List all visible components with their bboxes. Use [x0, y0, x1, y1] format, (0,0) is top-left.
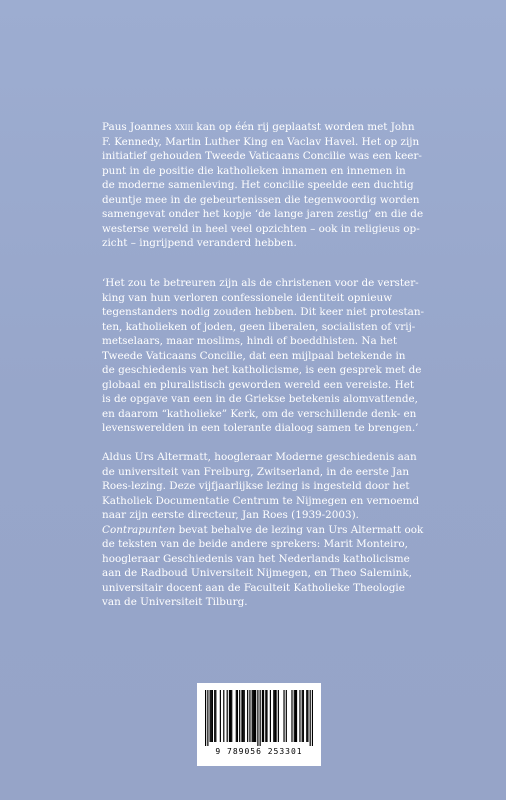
text-line: Roes-lezing. Deze vijfjaarlijkse lezing is ingesteld door het — [102, 480, 410, 492]
text-line: king van hun verloren confessionele identiteit opnieuw — [102, 291, 393, 304]
barcode-bar — [205, 690, 206, 746]
barcode-bar — [310, 690, 311, 746]
text-line: de moderne samenleving. Het concilie speelde een duchtig — [102, 179, 414, 191]
barcode-bar — [262, 690, 263, 742]
barcode-bar — [212, 690, 213, 742]
barcode-bar — [223, 690, 224, 742]
barcode-bar — [303, 690, 304, 742]
barcode-bar — [278, 690, 279, 742]
barcode-bar — [230, 690, 231, 742]
barcode-bar — [312, 690, 313, 746]
barcode-bar — [229, 690, 230, 742]
barcode-bar — [237, 690, 238, 742]
text-line: van de Universiteit Tilburg. — [102, 596, 248, 608]
text-line: tegenstanders nodig zouden hebben. Dit keer niet protestan- — [102, 306, 425, 318]
barcode-bar — [299, 690, 300, 742]
text-line: levenswerelden in een tolerante dialoog samen te brengen.’ — [102, 422, 419, 434]
barcode-bar — [211, 690, 212, 742]
barcode-bar — [227, 690, 228, 742]
barcode-bar — [220, 690, 221, 742]
text-line: ‘Het zou te betreuren zijn als de christenen voor de verster- — [102, 277, 419, 289]
barcode-bar — [306, 690, 307, 742]
barcode-bar — [294, 690, 295, 742]
barcode-bar — [254, 690, 255, 742]
barcode-bar — [255, 690, 256, 742]
text-line: aan de Radboud Universiteit Nijmegen, en Theo Salemink, — [102, 567, 412, 579]
text-line: Paus Joannes xxiii kan op één rij geplaatst worden met John — [102, 121, 415, 133]
barcode-bar — [210, 690, 211, 742]
barcode-bar — [273, 690, 274, 742]
text-line: de teksten van de beide andere sprekers: Marit Monteiro, — [102, 538, 408, 550]
barcode-bar — [252, 690, 253, 742]
barcode-bar — [270, 690, 271, 742]
text-line: ten, katholieken of joden, geen liberalen, socialisten of vrij- — [102, 320, 416, 333]
barcode-bars — [205, 690, 313, 746]
barcode-bar — [231, 690, 232, 742]
barcode-bar — [260, 690, 261, 746]
text-line: Contrapunten bevat behalve de lezing van Urs Altermatt ook — [102, 523, 424, 536]
barcode-bar — [207, 690, 208, 746]
text-line: initiatief gehouden Tweede Vaticaans Concilie was een keer- — [102, 150, 422, 162]
barcode-bar — [296, 690, 297, 742]
text-line: de geschiedenis van het katholicisme, is een gesprek met de — [102, 364, 422, 376]
barcode-bar — [302, 690, 303, 742]
text-line: naar zijn eerste directeur, Jan Roes (1939-2003). — [102, 509, 359, 521]
text-line: westerse wereld in heel veel opzichten – ook in religieus op- — [102, 222, 420, 235]
barcode-bar — [283, 690, 284, 742]
text-line: en daarom “katholieke” Kerk, om de verschillende denk- en — [102, 407, 417, 420]
text-line: punt in de positie die katholieken innamen en innemen in — [102, 164, 406, 177]
barcode-bar — [214, 690, 215, 742]
barcode-bar — [286, 690, 287, 742]
barcode-bar — [215, 690, 216, 742]
text-line: is de opgave van een in de Griekse betekenis alomvattende, — [102, 393, 418, 405]
barcode-bar — [236, 690, 237, 742]
barcode-bar — [274, 690, 275, 742]
text-line: metselaars, maar moslims, hindi of boeddhisten. Na het — [102, 335, 397, 347]
text-line: de universiteit van Freiburg, Zwitserland, in de eerste Jan — [102, 465, 410, 478]
text-line: samengevat onder het kopje ‘de lange jaren zestig’ en die de — [102, 208, 424, 220]
text-line: deuntje mee in de gebeurtenissen die tegenwoordig worden — [102, 193, 420, 206]
quote-paragraph — [102, 276, 436, 436]
barcode-bar — [295, 690, 296, 742]
barcode-bar — [307, 690, 308, 742]
text-line: globaal en pluralistisch geworden wereld een vereiste. Het — [102, 378, 415, 391]
text-line: universitair docent aan de Faculteit Katholieke Theologie — [102, 581, 405, 594]
text-line: zicht – ingrijpend veranderd hebben. — [102, 237, 297, 249]
barcode-bar — [266, 690, 267, 742]
barcode-bar — [253, 690, 254, 742]
barcode-bar — [291, 690, 292, 742]
text-line: Aldus Urs Altermatt, hoogleraar Moderne geschiedenis aan — [102, 451, 417, 463]
barcode-bar — [243, 690, 244, 742]
barcode-bar — [247, 690, 248, 742]
barcode-bar — [239, 690, 240, 742]
roman-numeral: xxiii — [174, 121, 194, 133]
barcode-number: 9 789056 253301 — [215, 747, 303, 756]
barcode — [197, 683, 321, 766]
book-title: Contrapunten — [102, 523, 176, 536]
text-line: Katholiek Documentatie Centrum te Nijmegen en vernoemd — [102, 494, 420, 507]
barcode-bar — [244, 690, 245, 742]
text-line: Tweede Vaticaans Concilie, dat een mijlpaal betekende in — [102, 349, 406, 362]
barcode-bar — [265, 690, 266, 742]
barcode-bar — [275, 690, 276, 742]
blurb-paragraph-1 — [102, 120, 436, 251]
barcode-bar — [257, 690, 258, 746]
barcode-bar — [249, 690, 250, 742]
barcode-bar — [241, 690, 242, 742]
blurb-paragraph-3 — [102, 450, 436, 610]
barcode-bar — [263, 690, 264, 742]
text-line: F. Kennedy, Martin Luther King en Vaclav Havel. Het op zijn — [102, 135, 420, 148]
text-line: hoogleraar Geschiedenis van het Nederlands katholicisme — [102, 552, 410, 565]
